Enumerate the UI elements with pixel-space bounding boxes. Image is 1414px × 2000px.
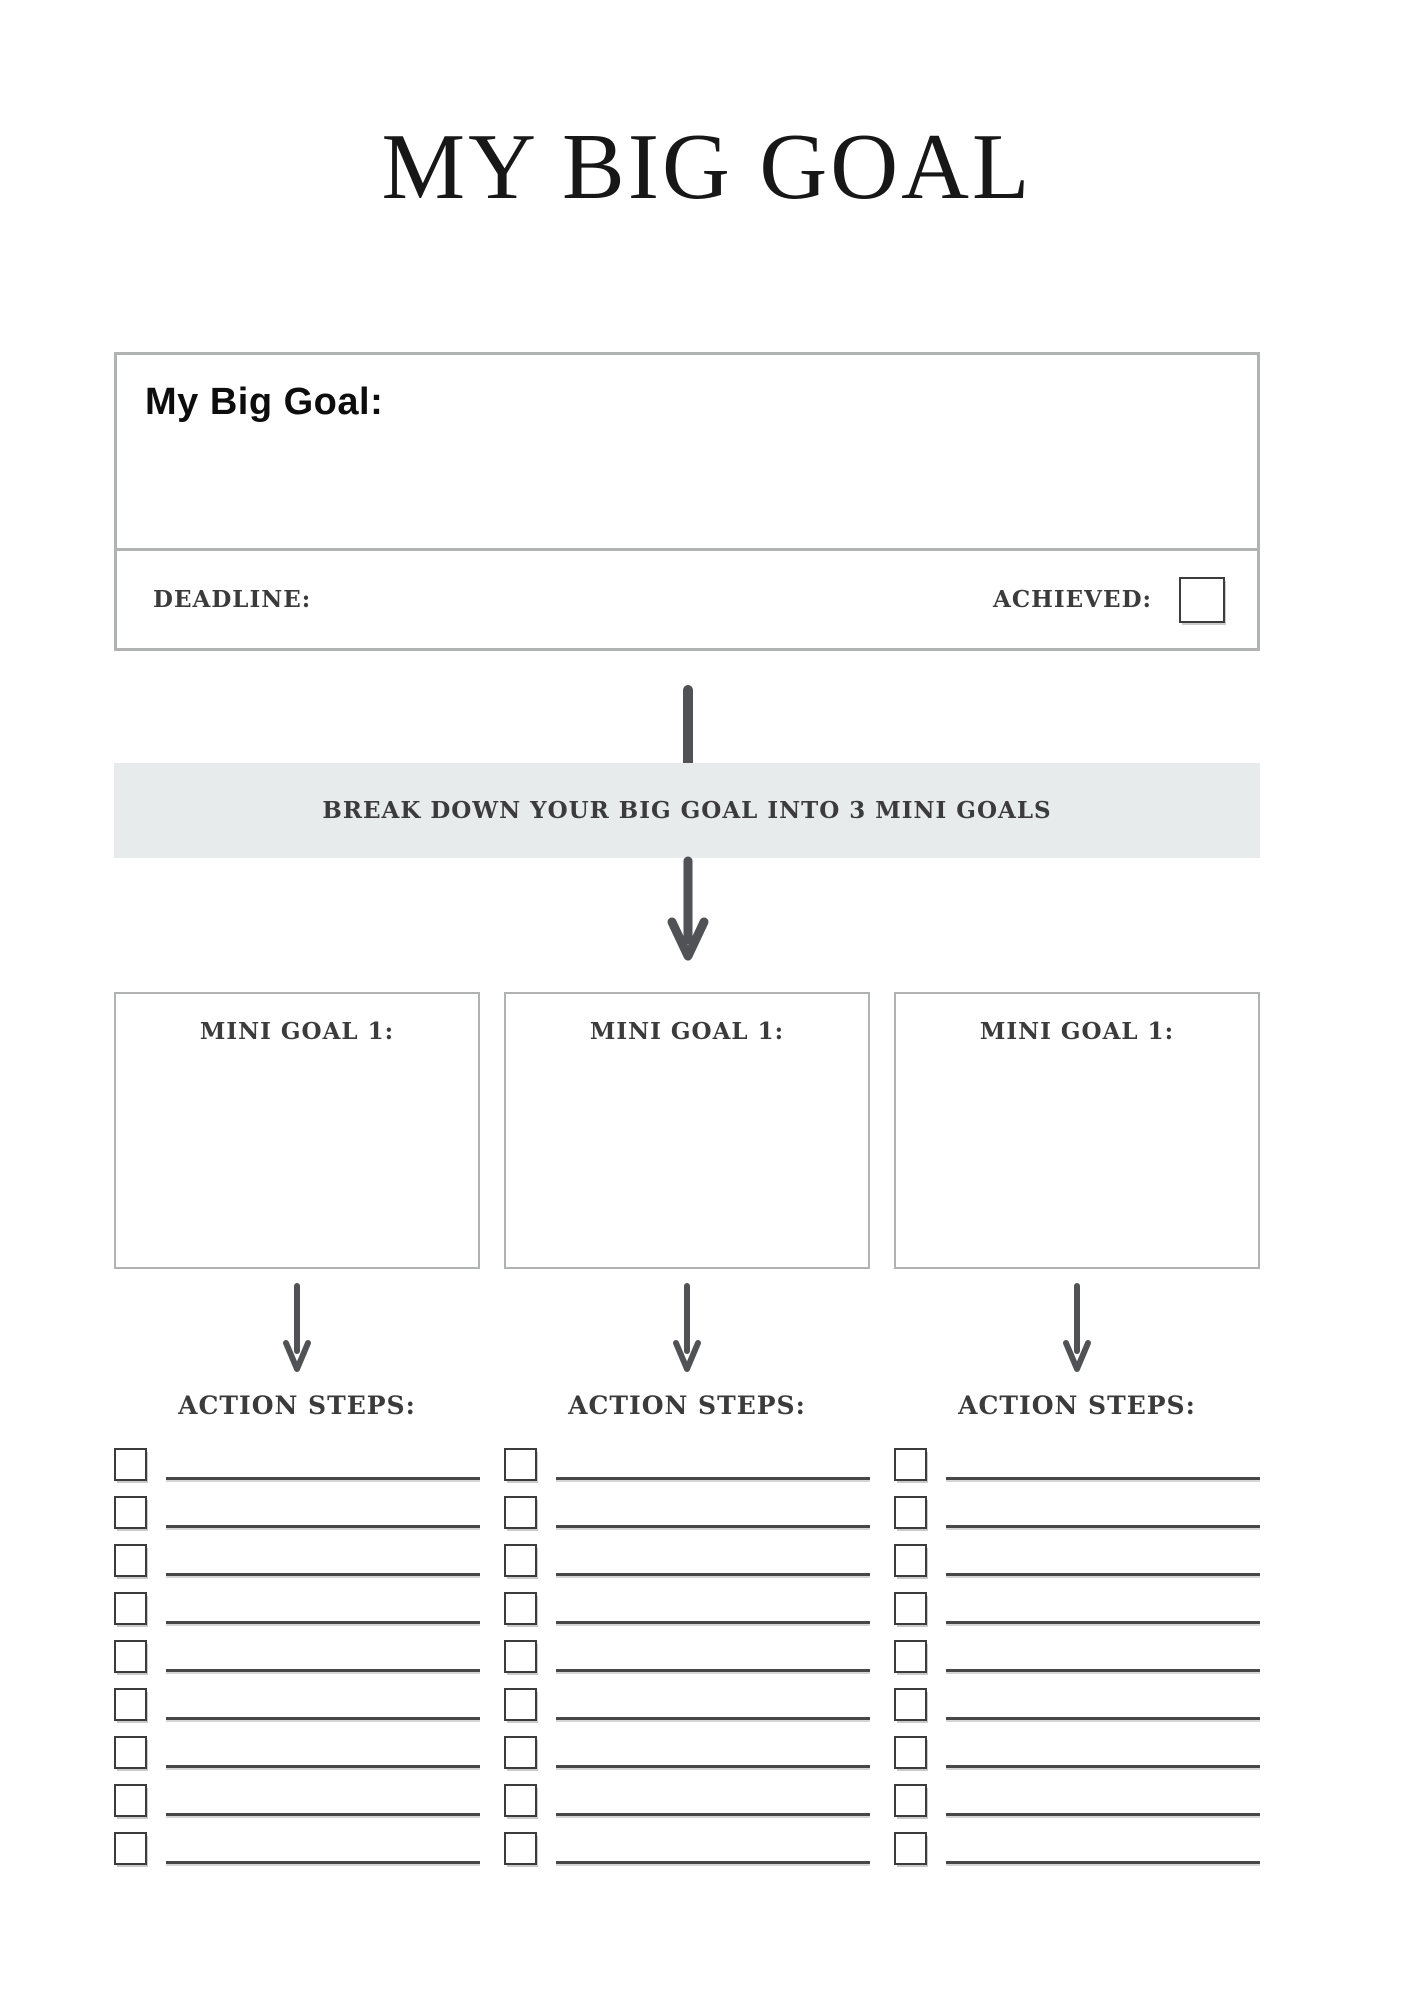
action-write-line[interactable] — [166, 1573, 480, 1576]
action-checkbox[interactable] — [114, 1448, 147, 1481]
action-checkbox[interactable] — [504, 1832, 537, 1865]
breakdown-banner-text: BREAK DOWN YOUR BIG GOAL INTO 3 MINI GOALS — [322, 797, 1052, 824]
deadline-label: DEADLINE: — [153, 586, 312, 613]
action-write-line[interactable] — [946, 1717, 1260, 1720]
action-checkbox[interactable] — [504, 1592, 537, 1625]
action-checkbox[interactable] — [504, 1544, 537, 1577]
action-checkbox[interactable] — [894, 1592, 927, 1625]
checklist-row — [504, 1688, 870, 1721]
action-write-line[interactable] — [556, 1621, 870, 1624]
checklist-row — [504, 1544, 870, 1577]
mini-goal-label: MINI GOAL 1: — [979, 1018, 1175, 1045]
checklist-row — [504, 1736, 870, 1769]
action-write-line[interactable] — [166, 1765, 480, 1768]
action-checkbox[interactable] — [114, 1640, 147, 1673]
action-checkbox[interactable] — [894, 1832, 927, 1865]
checklist-row — [504, 1496, 870, 1529]
action-checkbox[interactable] — [114, 1784, 147, 1817]
action-checkbox[interactable] — [114, 1832, 147, 1865]
deadline-achieved-row — [117, 548, 1257, 648]
action-write-line[interactable] — [166, 1525, 480, 1528]
big-goal-label: My Big Goal: — [145, 381, 384, 423]
action-write-line[interactable] — [556, 1525, 870, 1528]
checklist-row — [114, 1640, 480, 1673]
checklist-row-group — [114, 1448, 1260, 1880]
arrow-row — [114, 1283, 1260, 1377]
action-checkbox[interactable] — [504, 1448, 537, 1481]
action-checkbox[interactable] — [894, 1640, 927, 1673]
action-write-line[interactable] — [166, 1477, 480, 1480]
action-write-line[interactable] — [946, 1669, 1260, 1672]
checklist-row — [894, 1640, 1260, 1673]
checklist-row — [504, 1640, 870, 1673]
action-checkbox[interactable] — [504, 1688, 537, 1721]
checklist-row — [114, 1544, 480, 1577]
action-checklist-3 — [894, 1448, 1260, 1880]
action-write-line[interactable] — [556, 1669, 870, 1672]
action-write-line[interactable] — [556, 1573, 870, 1576]
achieved-checkbox[interactable] — [1179, 577, 1225, 623]
down-arrow-icon — [671, 1283, 703, 1377]
action-checkbox[interactable] — [114, 1688, 147, 1721]
down-arrow-icon — [664, 856, 712, 970]
action-checkbox[interactable] — [894, 1784, 927, 1817]
mini-goal-box-2[interactable] — [504, 992, 870, 1269]
action-write-line[interactable] — [946, 1621, 1260, 1624]
checklist-row — [504, 1448, 870, 1481]
action-checkbox[interactable] — [894, 1448, 927, 1481]
action-steps-heading: ACTION STEPS: — [568, 1391, 806, 1420]
breakdown-banner — [114, 763, 1260, 858]
action-write-line[interactable] — [556, 1717, 870, 1720]
action-write-line[interactable] — [946, 1861, 1260, 1864]
action-steps-heading: ACTION STEPS: — [958, 1391, 1196, 1420]
down-arrow-icon — [281, 1283, 313, 1377]
big-goal-input-area[interactable] — [117, 355, 1257, 548]
action-checkbox[interactable] — [114, 1736, 147, 1769]
checklist-row — [504, 1832, 870, 1865]
action-write-line[interactable] — [556, 1477, 870, 1480]
mini-goal-row — [114, 992, 1260, 1269]
action-checkbox[interactable] — [894, 1496, 927, 1529]
checklist-row — [894, 1592, 1260, 1625]
checklist-row — [894, 1832, 1260, 1865]
action-checkbox[interactable] — [114, 1496, 147, 1529]
checklist-row — [114, 1496, 480, 1529]
action-checkbox[interactable] — [894, 1544, 927, 1577]
action-write-line[interactable] — [166, 1717, 480, 1720]
checklist-row — [894, 1784, 1260, 1817]
checklist-row — [114, 1832, 480, 1865]
action-write-line[interactable] — [556, 1765, 870, 1768]
mini-goal-label: MINI GOAL 1: — [199, 1018, 395, 1045]
action-checkbox[interactable] — [894, 1688, 927, 1721]
achieved-group — [993, 577, 1225, 623]
checklist-row — [114, 1688, 480, 1721]
down-arrow-icon — [1061, 1283, 1093, 1377]
checklist-row — [894, 1688, 1260, 1721]
action-checkbox[interactable] — [504, 1496, 537, 1529]
action-checkbox[interactable] — [114, 1592, 147, 1625]
action-write-line[interactable] — [166, 1861, 480, 1864]
action-checklist-1 — [114, 1448, 480, 1880]
action-write-line[interactable] — [946, 1813, 1260, 1816]
mini-goal-label: MINI GOAL 1: — [589, 1018, 785, 1045]
checklist-row — [114, 1448, 480, 1481]
flow-connector-line — [683, 685, 693, 765]
checklist-row — [504, 1592, 870, 1625]
achieved-label: ACHIEVED: — [993, 586, 1152, 613]
page-title: MY BIG GOAL — [381, 115, 1033, 219]
checklist-row — [894, 1736, 1260, 1769]
mini-goal-box-1[interactable] — [114, 992, 480, 1269]
action-write-line[interactable] — [946, 1765, 1260, 1768]
action-write-line[interactable] — [946, 1477, 1260, 1480]
checklist-row — [894, 1448, 1260, 1481]
action-write-line[interactable] — [166, 1813, 480, 1816]
action-steps-heading-row — [114, 1391, 1260, 1420]
action-checkbox[interactable] — [114, 1544, 147, 1577]
action-write-line[interactable] — [166, 1669, 480, 1672]
big-goal-box — [114, 352, 1260, 651]
action-write-line[interactable] — [556, 1861, 870, 1864]
action-checkbox[interactable] — [504, 1784, 537, 1817]
checklist-row — [114, 1592, 480, 1625]
checklist-row — [114, 1736, 480, 1769]
action-steps-heading: ACTION STEPS: — [178, 1391, 416, 1420]
checklist-row — [894, 1544, 1260, 1577]
action-write-line[interactable] — [166, 1621, 480, 1624]
checklist-row — [894, 1496, 1260, 1529]
action-checkbox[interactable] — [894, 1736, 927, 1769]
action-checklist-2 — [504, 1448, 870, 1880]
checklist-row — [114, 1784, 480, 1817]
action-checkbox[interactable] — [504, 1736, 537, 1769]
action-write-line[interactable] — [946, 1573, 1260, 1576]
mini-goal-box-3[interactable] — [894, 992, 1260, 1269]
action-write-line[interactable] — [946, 1525, 1260, 1528]
action-checkbox[interactable] — [504, 1640, 537, 1673]
action-write-line[interactable] — [556, 1813, 870, 1816]
checklist-row — [504, 1784, 870, 1817]
